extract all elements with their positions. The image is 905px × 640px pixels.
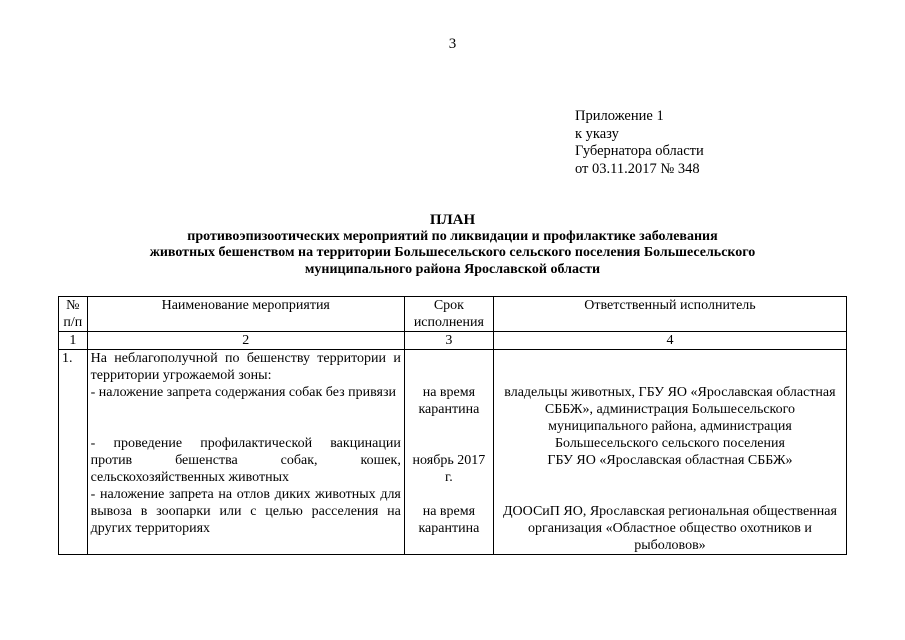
responsible-item: ДООСиП ЯО, Ярославская региональная общественная организация «Областное общество охотников и рыболовов» — [503, 504, 837, 553]
appendix-block — [575, 108, 704, 178]
measure-item: - наложение запрета содержания собак без привязи — [90, 385, 396, 400]
page-number: 3 — [448, 36, 457, 52]
header-term-line: Срок — [433, 298, 464, 313]
title-line: противоэпизоотических мероприятий по ликвидации и профилактике заболевания — [187, 228, 718, 244]
measures-cell — [87, 350, 404, 555]
term-item: ноябрь 2017 г. — [412, 453, 486, 485]
header-name: Наименование мероприятия — [87, 297, 404, 332]
responsible-cell — [493, 350, 846, 555]
column-number: 2 — [87, 332, 404, 350]
column-number: 4 — [493, 332, 846, 350]
row-number: 1. — [59, 350, 88, 555]
header-num-line: № — [66, 298, 80, 313]
header-term-line: исполнения — [413, 315, 484, 330]
title-heading: ПЛАН — [429, 212, 476, 228]
appendix-line: к указу — [575, 125, 619, 142]
header-term — [404, 297, 493, 332]
appendix-line: Губернатора области — [575, 143, 704, 159]
row-intro: На неблагополучной по бешенству территории и территории угрожаемой зоны: — [90, 351, 401, 383]
responsible-item: владельцы животных, ГБУ ЯО «Ярославская областная СББЖ», администрация Большесельского муниципального района, администрация Большесельского сельского поселения — [504, 385, 836, 451]
column-number: 3 — [404, 332, 493, 350]
title-line: животных бешенством на территории Большесельского сельского поселения Большесельского — [149, 245, 756, 260]
title-line: муниципального района Ярославской области — [304, 261, 601, 277]
column-number-row — [59, 332, 847, 350]
header-responsible: Ответственный исполнитель — [493, 297, 846, 332]
column-number: 1 — [59, 332, 88, 350]
document-title — [60, 212, 845, 278]
appendix-line: от 03.11.2017 № 348 — [575, 160, 700, 177]
plan-table — [58, 296, 847, 555]
header-num — [59, 297, 88, 332]
terms-cell — [404, 350, 493, 555]
table-row — [59, 350, 847, 555]
term-item: на время карантина — [418, 385, 480, 417]
table-header-row — [59, 297, 847, 332]
responsible-item: ГБУ ЯО «Ярославская областная СББЖ» — [547, 453, 793, 468]
term-item: на время карантина — [418, 504, 480, 536]
header-num-line: п/п — [63, 315, 83, 330]
measure-item: - наложение запрета на отлов диких животных для вывоза в зоопарки или с целью расселения на других территориях — [90, 487, 401, 536]
measure-item: - проведение профилактической вакцинации против бешенства собак, кошек, сельскохозяйственных животных — [90, 436, 401, 485]
appendix-line: Приложение 1 — [575, 108, 664, 124]
